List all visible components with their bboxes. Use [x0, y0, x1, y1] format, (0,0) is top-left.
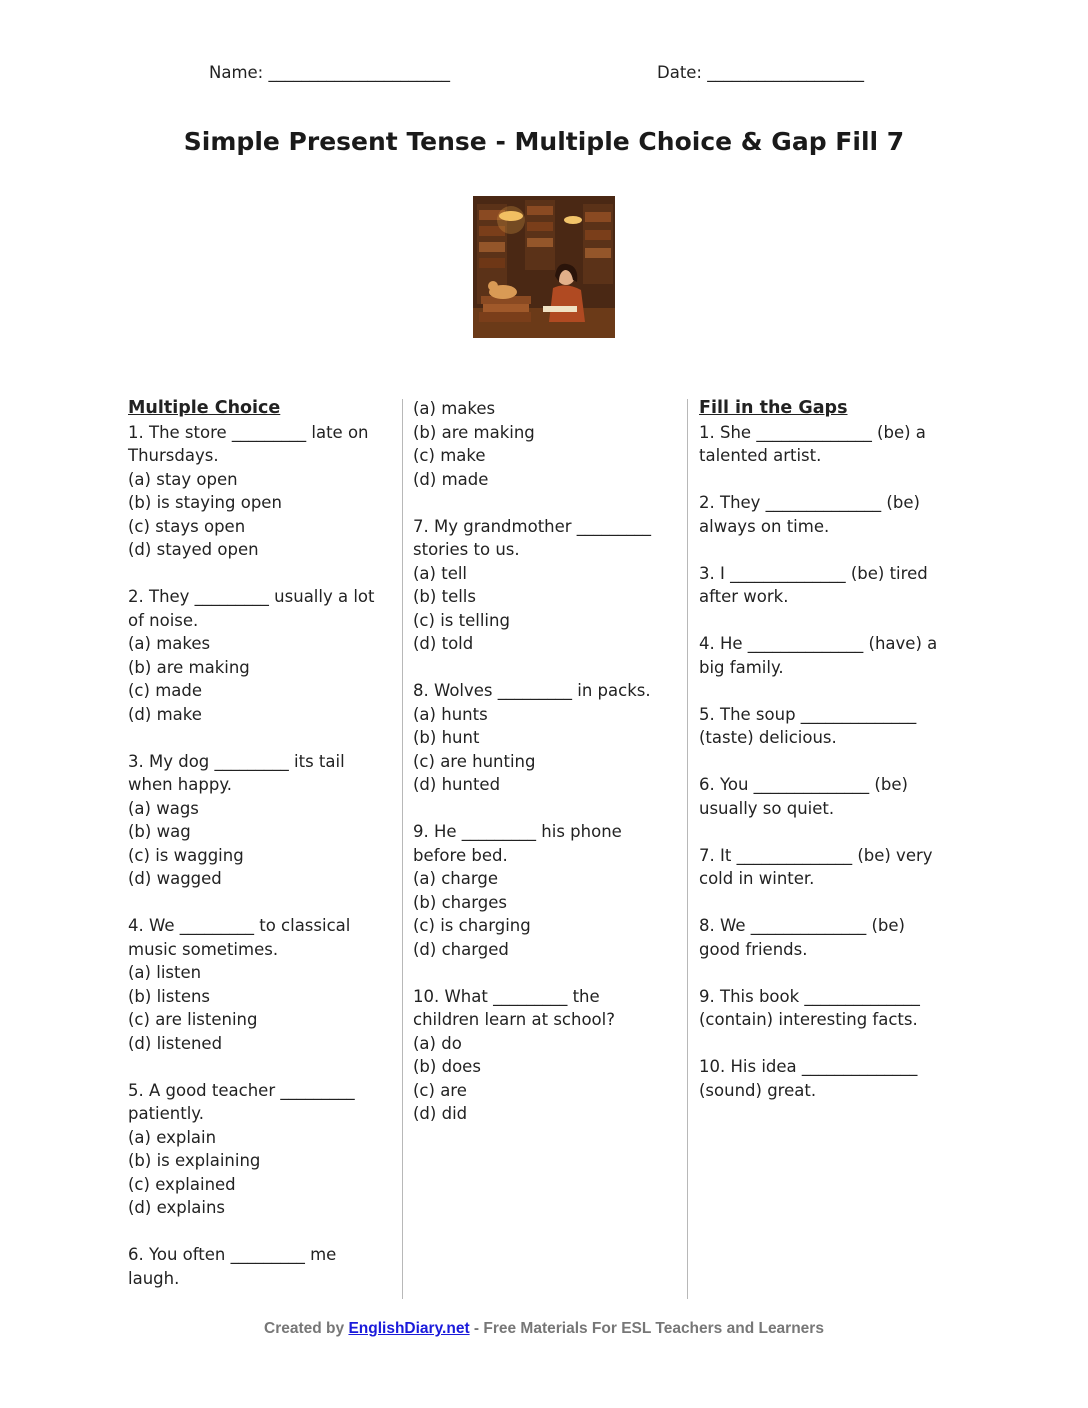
gap-fill-item	[699, 1055, 949, 1102]
answer-option: (b) are making	[413, 422, 535, 442]
englishdiary-link[interactable]: EnglishDiary.net	[348, 1320, 470, 1337]
name-field-label: Name: ______________________	[209, 63, 450, 82]
gap-fill-text: 5. The soup ______________	[699, 704, 917, 724]
gap-fill-item	[699, 914, 949, 961]
answer-option: (d) hunted	[413, 775, 501, 794]
gap-fill-text: (contain) interesting facts.	[699, 1010, 918, 1029]
gap-fill-text: 1. She ______________ (be) a	[699, 422, 926, 442]
gap-fill-item	[699, 421, 949, 468]
footer-suffix: - Free Materials For ESL Teachers and Learners	[469, 1320, 824, 1337]
answer-option: (a) explain	[128, 1127, 217, 1147]
answer-option: (a) charge	[413, 869, 498, 888]
question	[128, 914, 380, 1055]
answer-option: (a) hunts	[413, 704, 488, 724]
library-reading-illustration	[473, 196, 615, 338]
gap-fill-text: 6. You ______________ (be)	[699, 775, 908, 794]
answer-option: (c) made	[128, 681, 203, 700]
question-stem: 10. What _________ the	[413, 986, 600, 1006]
answer-option: (b) are making	[128, 657, 250, 677]
question-stem: when happy.	[128, 775, 232, 794]
gap-fill-item	[699, 844, 949, 891]
question	[413, 679, 668, 797]
question	[128, 750, 380, 891]
answer-option: (a) makes	[128, 634, 211, 653]
answer-option: (c) explained	[128, 1174, 236, 1194]
answer-option: (b) is staying open	[128, 493, 282, 512]
answer-option: (b) hunt	[413, 728, 480, 747]
question-stem: 8. Wolves _________ in packs.	[413, 681, 651, 700]
question-stem: 3. My dog _________ its tail	[128, 751, 345, 771]
answer-option: (d) told	[413, 634, 474, 653]
gap-fill-text: usually so quiet.	[699, 798, 835, 818]
gap-fill-text: 9. This book ______________	[699, 986, 920, 1006]
gap-fill-text: 10. His idea ______________	[699, 1057, 918, 1076]
gap-fill-heading: Fill in the Gaps	[699, 398, 848, 418]
gap-fill-item	[699, 985, 949, 1032]
gap-fill-text: 3. I ______________ (be) tired	[699, 563, 928, 583]
gap-fill-text: 8. We ______________ (be)	[699, 916, 905, 935]
question-stem: of noise.	[128, 610, 199, 630]
gap-fill-item	[699, 773, 949, 820]
question	[128, 421, 380, 562]
gap-fill-item	[699, 703, 949, 750]
answer-option: (b) charges	[413, 892, 507, 912]
answer-option: (c) are	[413, 1080, 467, 1100]
answer-option: (d) wagged	[128, 869, 222, 888]
gap-fill-item	[699, 562, 949, 609]
answer-option: (d) make	[128, 704, 202, 724]
question	[128, 1243, 380, 1290]
question-stem: Thursdays.	[128, 446, 219, 465]
answer-option: (c) are hunting	[413, 751, 536, 771]
answer-option: (c) are listening	[128, 1010, 258, 1029]
footer-prefix: Created by	[264, 1320, 349, 1337]
gap-fill-item	[699, 491, 949, 538]
question	[413, 515, 668, 656]
gap-fill-text: 2. They ______________ (be)	[699, 493, 920, 512]
gap-fill-text: 7. It ______________ (be) very	[699, 845, 933, 865]
gap-fill-text: 4. He ______________ (have) a	[699, 634, 938, 653]
question	[128, 585, 380, 726]
question-stem: children learn at school?	[413, 1010, 615, 1029]
column-divider	[687, 399, 688, 1299]
answer-option: (a) makes	[413, 399, 496, 418]
question-stem: music sometimes.	[128, 939, 279, 959]
answer-option: (b) tells	[413, 587, 476, 606]
worksheet-title: Simple Present Tense - Multiple Choice & Gap Fill 7	[183, 127, 905, 156]
gap-fill-text: (taste) delicious.	[699, 728, 837, 747]
answer-option: (b) is explaining	[128, 1151, 261, 1170]
gap-fill-text: talented artist.	[699, 446, 822, 465]
answer-option: (d) made	[413, 469, 489, 489]
answer-option: (a) wags	[128, 798, 199, 818]
answer-option: (c) make	[413, 446, 486, 465]
gap-fill-item	[699, 632, 949, 679]
answer-option: (c) is telling	[413, 610, 510, 630]
answer-option: (b) listens	[128, 986, 211, 1006]
answer-option: (d) explains	[128, 1198, 226, 1217]
gap-fill-column	[699, 397, 949, 1126]
multiple-choice-column-1	[128, 397, 380, 1314]
question-stem: 9. He _________ his phone	[413, 822, 622, 841]
question	[128, 1079, 380, 1220]
answer-option: (b) wag	[128, 822, 191, 841]
question-stem: laugh.	[128, 1268, 180, 1288]
gap-fill-text: after work.	[699, 587, 789, 606]
column-divider	[402, 399, 403, 1299]
multiple-choice-column-2	[413, 397, 668, 1149]
question-stem: 4. We _________ to classical	[128, 916, 351, 935]
question-stem: before bed.	[413, 845, 508, 865]
question-continued	[413, 397, 668, 491]
answer-option: (c) stays open	[128, 516, 246, 536]
answer-option: (d) stayed open	[128, 540, 259, 559]
answer-option: (a) tell	[413, 563, 468, 583]
answer-option: (a) stay open	[128, 469, 238, 489]
gap-fill-text: good friends.	[699, 939, 808, 959]
gap-fill-text: always on time.	[699, 516, 830, 536]
answer-option: (d) listened	[128, 1033, 223, 1053]
gap-fill-text: cold in winter.	[699, 869, 815, 888]
question-stem: 6. You often _________ me	[128, 1245, 337, 1264]
answer-option: (d) charged	[413, 939, 509, 959]
question-stem: 2. They _________ usually a lot	[128, 587, 375, 606]
question	[413, 985, 668, 1126]
answer-option: (c) is charging	[413, 916, 531, 935]
answer-option: (a) listen	[128, 963, 202, 982]
gap-fill-text: (sound) great.	[699, 1080, 817, 1100]
question-stem: 7. My grandmother _________	[413, 516, 652, 536]
multiple-choice-heading: Multiple Choice	[128, 398, 281, 418]
question-stem: 5. A good teacher _________	[128, 1080, 355, 1100]
gap-fill-text: big family.	[699, 657, 784, 677]
footer-credit	[0, 1320, 1088, 1338]
question	[413, 820, 668, 961]
answer-option: (a) do	[413, 1033, 462, 1053]
question-stem: 1. The store _________ late on	[128, 422, 369, 442]
date-field-label: Date: ___________________	[657, 63, 864, 82]
question-stem: patiently.	[128, 1104, 204, 1123]
answer-option: (b) does	[413, 1057, 481, 1076]
answer-option: (c) is wagging	[128, 845, 244, 865]
question-stem: stories to us.	[413, 540, 520, 559]
answer-option: (d) did	[413, 1104, 468, 1123]
